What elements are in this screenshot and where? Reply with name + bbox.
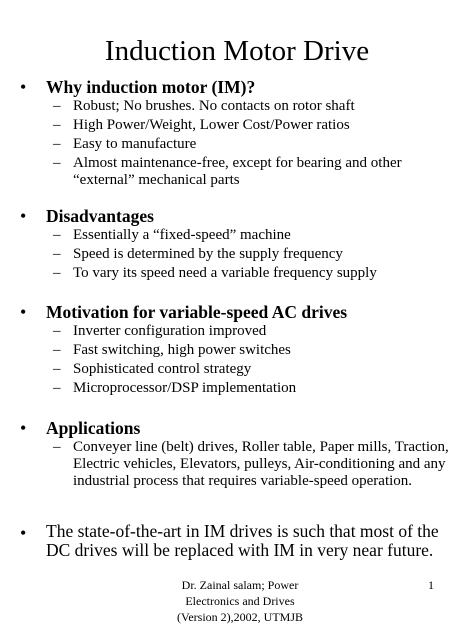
- section-heading: Why induction motor (IM)?: [46, 77, 256, 97]
- closing-text: The state-of-the-art in IM drives is such that most of the DC drives will be replaced with IM in very near future.: [46, 521, 439, 560]
- list-item: [0, 227, 474, 244]
- closing-bullet: [0, 522, 474, 560]
- list-item-text: Fast switching, high power switches: [73, 342, 291, 358]
- bullet-icon: •: [20, 77, 27, 97]
- dash-icon: –: [53, 380, 61, 396]
- dash-icon: –: [53, 323, 61, 339]
- list-item-text: High Power/Weight, Lower Cost/Power ratios: [73, 117, 350, 133]
- dash-icon: –: [53, 117, 61, 133]
- list-item-text: Almost maintenance-free, except for bearing and other “external” mechanical parts: [73, 155, 402, 188]
- section-heading-row: [0, 76, 474, 98]
- section-why-im: [0, 76, 474, 191]
- list-item-text: Essentially a “fixed-speed” machine: [73, 227, 291, 243]
- list-item-text: Easy to manufacture: [73, 136, 197, 152]
- dash-icon: –: [53, 246, 61, 262]
- footer-credit-line: (Version 2),2002, UTMJB: [177, 610, 303, 624]
- bullet-icon: •: [20, 418, 27, 438]
- section-disadvantages: [0, 205, 474, 284]
- section-heading-row: [0, 205, 474, 227]
- list-item: [0, 155, 474, 189]
- dash-icon: –: [53, 98, 61, 114]
- section-heading-row: [0, 417, 474, 439]
- dash-icon: –: [53, 361, 61, 377]
- list-item: [0, 380, 474, 397]
- list-item: [0, 361, 474, 378]
- dash-icon: –: [53, 439, 61, 455]
- list-item-text: Inverter configuration improved: [73, 323, 267, 339]
- sub-list: [0, 227, 474, 282]
- list-item: [0, 246, 474, 263]
- bullet-icon: •: [20, 302, 27, 322]
- list-item-text: To vary its speed need a variable frequency supply: [73, 265, 377, 281]
- list-item: [0, 265, 474, 282]
- dash-icon: –: [53, 227, 61, 243]
- section-heading: Applications: [46, 418, 141, 438]
- bullet-icon: •: [20, 523, 27, 543]
- dash-icon: –: [53, 136, 61, 152]
- dash-icon: –: [53, 265, 61, 281]
- slide-title: Induction Motor Drive: [104, 35, 370, 67]
- footer-credit: [160, 577, 320, 625]
- list-item: [0, 98, 474, 115]
- section-heading: Disadvantages: [46, 206, 154, 226]
- list-item-text: Conveyer line (belt) drives, Roller table, Paper mills, Traction, Electric vehicles, Elevators, pulleys, Air-conditioning and any industrial process that requires variable-speed operation.: [73, 439, 449, 489]
- dash-icon: –: [53, 155, 61, 171]
- sub-list: [0, 439, 474, 490]
- list-item-text: Speed is determined by the supply frequency: [73, 246, 343, 262]
- section-heading-row: [0, 301, 474, 323]
- list-item: [0, 323, 474, 340]
- sub-list: [0, 98, 474, 189]
- sub-list: [0, 323, 474, 397]
- list-item-text: Sophisticated control strategy: [73, 361, 252, 377]
- list-item-text: Robust; No brushes. No contacts on rotor shaft: [73, 98, 355, 114]
- dash-icon: –: [53, 342, 61, 358]
- section-applications: [0, 417, 474, 492]
- footer-credit-line: Electronics and Drives: [185, 594, 295, 608]
- footer-credit-line: Dr. Zainal salam; Power: [181, 578, 299, 592]
- bullet-icon: •: [20, 206, 27, 226]
- list-item-text: Microprocessor/DSP implementation: [73, 380, 297, 396]
- section-motivation: [0, 301, 474, 399]
- list-item: [0, 342, 474, 359]
- list-item: [0, 136, 474, 153]
- list-item: [0, 439, 474, 490]
- page-number: 1: [428, 578, 434, 592]
- list-item: [0, 117, 474, 134]
- section-heading: Motivation for variable-speed AC drives: [46, 302, 348, 322]
